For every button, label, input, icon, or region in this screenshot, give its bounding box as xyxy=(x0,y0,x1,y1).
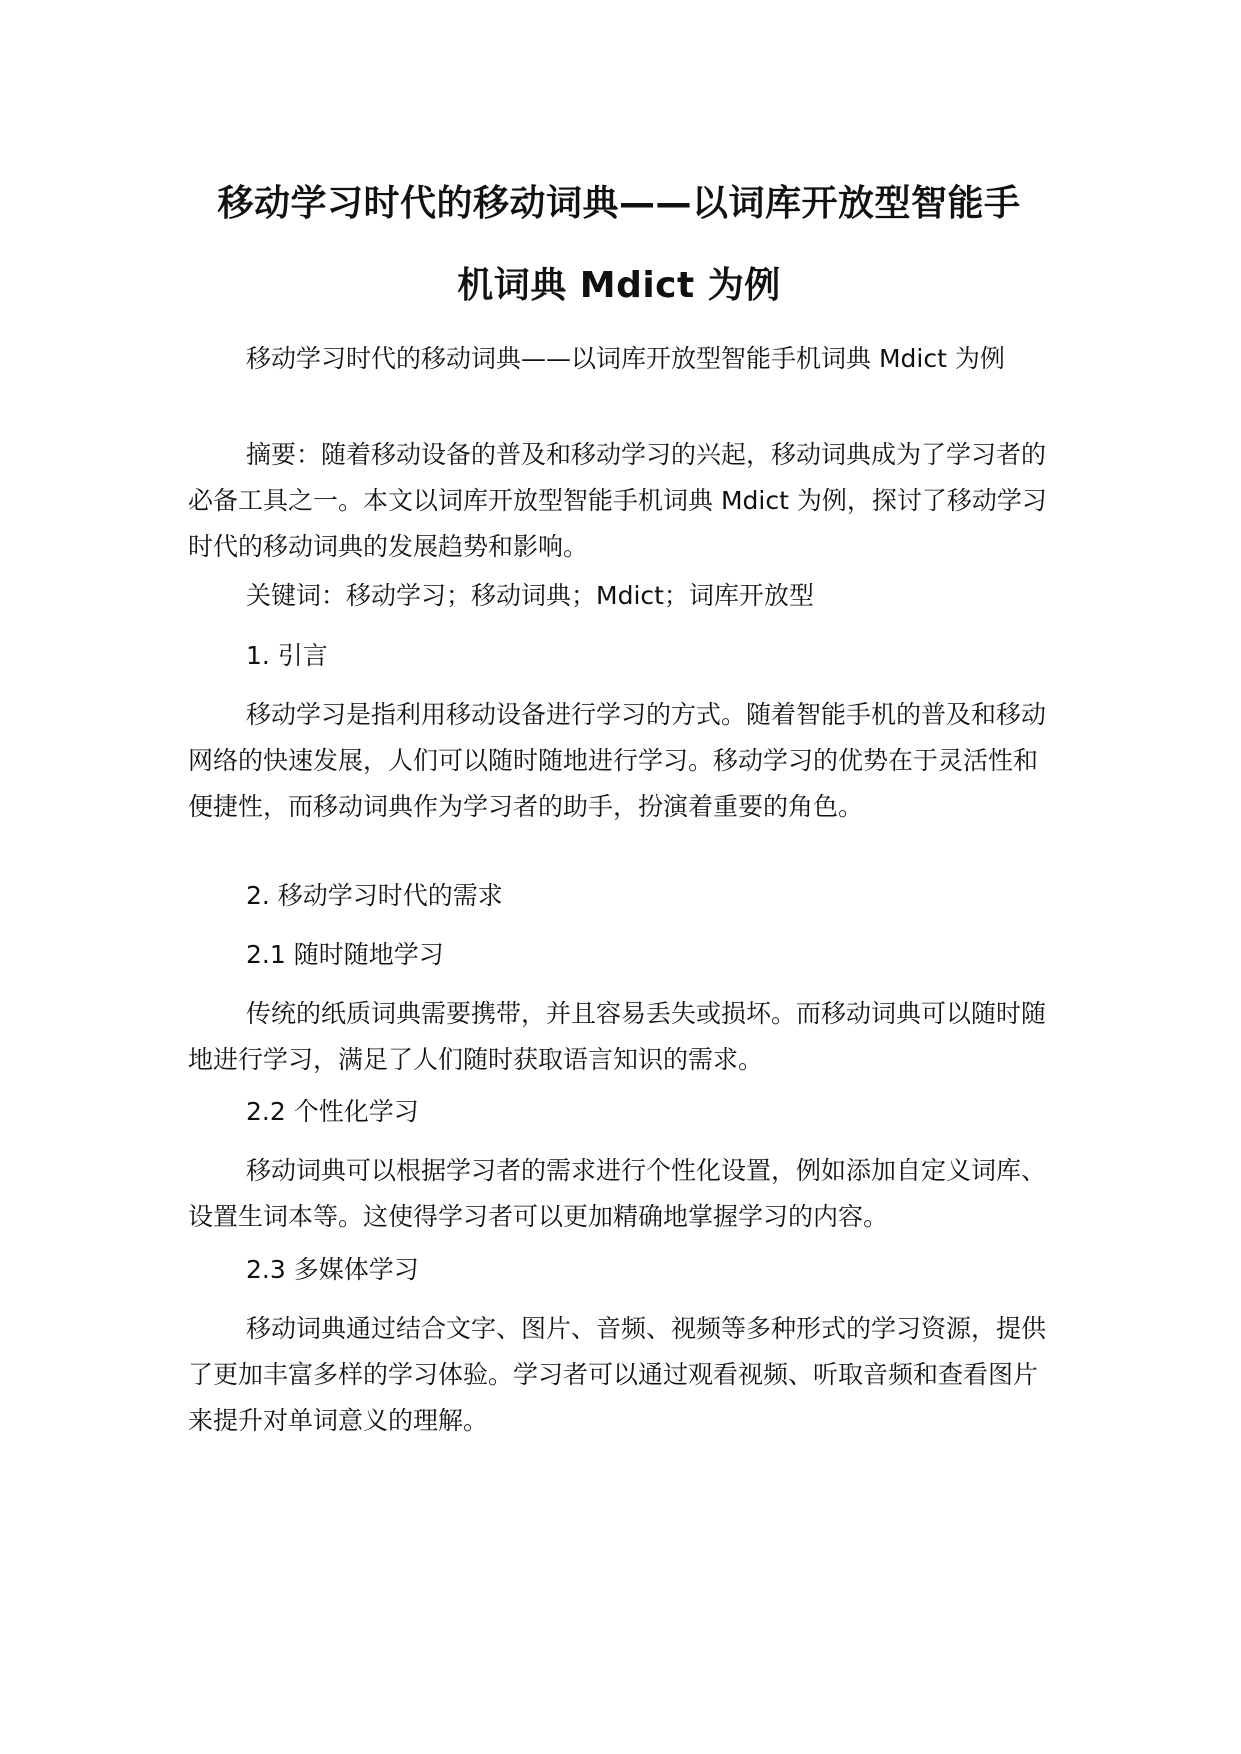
title-line-2: 机词典 Mdict 为例 xyxy=(457,265,781,306)
title-line-1: 移动学习时代的移动词典——以词库开放型智能手 xyxy=(217,183,1021,224)
section-heading-2-2: 2.2 个性化学习 xyxy=(246,1097,419,1126)
document-page xyxy=(188,0,1050,1754)
paragraph-2-1: 传统的纸质词典需要携带，并且容易丢失或损坏。而移动词典可以随时随地进行学习，满足了人们随时获取语言知识的需求。 xyxy=(188,999,1047,1074)
paragraph-2-3: 移动词典通过结合文字、图片、音频、视频等多种形式的学习资源，提供了更加丰富多样的学习体验。学习者可以通过观看视频、听取音频和查看图片来提升对单词意义的理解。 xyxy=(188,1314,1047,1435)
paragraph-abstract: 摘要：随着移动设备的普及和移动学习的兴起，移动词典成为了学习者的必备工具之一。本文以词库开放型智能手机词典 Mdict 为例，探讨了移动学习时代的移动词典的发展趋势和影响。 xyxy=(188,440,1047,561)
section-heading-2: 2. 移动学习时代的需求 xyxy=(246,881,503,910)
paragraph-2-2: 移动词典可以根据学习者的需求进行个性化设置，例如添加自定义词库、设置生词本等。这使得学习者可以更加精确地掌握学习的内容。 xyxy=(188,1156,1047,1231)
paragraph-keywords: 关键词：移动学习；移动词典；Mdict；词库开放型 xyxy=(246,581,814,610)
paragraph-repeat-title: 移动学习时代的移动词典——以词库开放型智能手机词典 Mdict 为例 xyxy=(246,344,1005,373)
section-heading-2-3: 2.3 多媒体学习 xyxy=(246,1255,419,1284)
section-heading-1: 1. 引言 xyxy=(246,641,328,670)
paragraph-introduction: 移动学习是指利用移动设备进行学习的方式。随着智能手机的普及和移动网络的快速发展，人们可以随时随地进行学习。移动学习的优势在于灵活性和便捷性，而移动词典作为学习者的助手，扮演着重要的角色。 xyxy=(188,700,1047,821)
section-heading-2-1: 2.1 随时随地学习 xyxy=(246,940,444,969)
